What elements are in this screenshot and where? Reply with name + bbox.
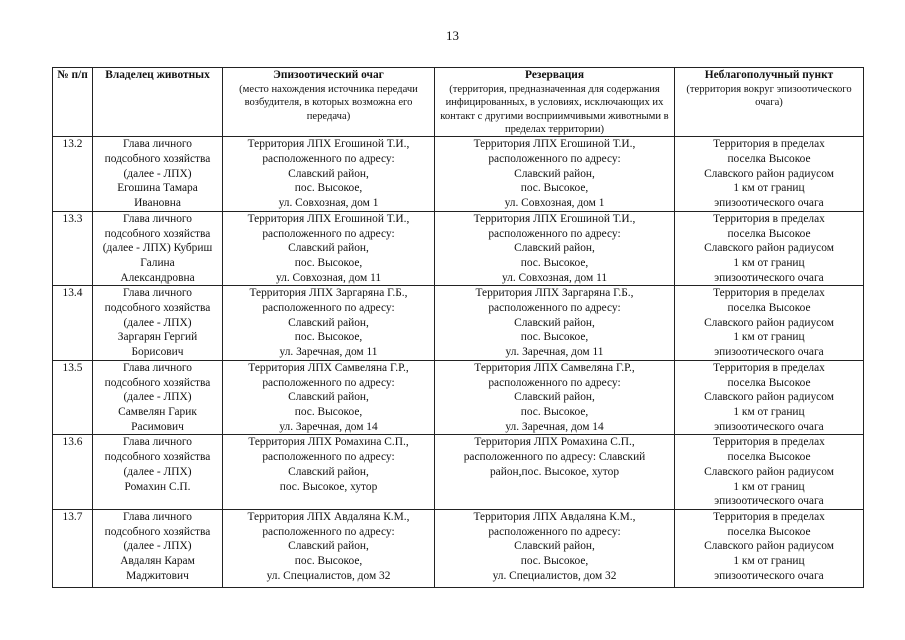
cell-line: поселка Высокое bbox=[727, 153, 811, 166]
cell-line: поселка Высокое bbox=[727, 525, 811, 538]
cell-line: пос. Высокое, bbox=[520, 182, 589, 195]
cell-line: 1 км от границ bbox=[733, 331, 805, 344]
table-header-row bbox=[53, 68, 864, 137]
cell-line: эпизоотического очага bbox=[714, 495, 824, 508]
point-cell bbox=[675, 286, 864, 361]
header-owner bbox=[93, 68, 223, 137]
header-title: Резервация bbox=[525, 69, 584, 81]
cell-line: Глава личного bbox=[123, 436, 192, 449]
cell-line: пос. Высокое, хутор bbox=[279, 480, 378, 493]
row-number: 13.4 bbox=[53, 286, 93, 361]
cell-line: пос. Высокое, bbox=[294, 256, 363, 269]
cell-line: подсобного хозяйства bbox=[104, 451, 211, 464]
cell-line: Славский район, bbox=[514, 391, 595, 404]
table-row bbox=[53, 360, 864, 435]
cell-line: Глава личного bbox=[123, 138, 192, 151]
cell-line: Территория ЛПХ Егошиной Т.И., bbox=[473, 138, 636, 151]
owner-cell bbox=[93, 360, 223, 435]
cell-line: Глава личного bbox=[123, 287, 192, 300]
cell-line: Славский район, bbox=[288, 316, 369, 329]
owner-cell bbox=[93, 286, 223, 361]
cell-line: Глава личного bbox=[123, 361, 192, 374]
cell-line: (далее - ЛПХ) bbox=[123, 465, 192, 478]
cell-line: ул. Заречная, дом 11 bbox=[279, 346, 378, 359]
cell-line: Территория в пределах bbox=[713, 510, 825, 523]
cell-line: Славского район радиусом bbox=[704, 167, 834, 180]
cell-line: Славский район, bbox=[288, 167, 369, 180]
row-number: 13.2 bbox=[53, 137, 93, 212]
cell-line: ул. Заречная, дом 14 bbox=[505, 420, 604, 433]
cell-line: пос. Высокое, bbox=[294, 182, 363, 195]
header-focus bbox=[223, 68, 435, 137]
cell-line: ул. Специалистов, дом 32 bbox=[266, 569, 391, 582]
cell-line: Славского район радиусом bbox=[704, 465, 834, 478]
table-row bbox=[53, 211, 864, 286]
cell-line: Славский район, bbox=[514, 540, 595, 553]
cell-line: расположенного по адресу: bbox=[488, 227, 621, 240]
point-cell bbox=[675, 435, 864, 510]
cell-line: эпизоотического очага bbox=[714, 346, 824, 359]
row-number: 13.7 bbox=[53, 509, 93, 587]
table-row bbox=[53, 137, 864, 212]
focus-cell bbox=[223, 360, 435, 435]
header-subtitle: (территория, предназначенная для содержания инфицированных, в условиях, исключающих их контакт с другими восприимчивыми животными в пределах территории) bbox=[440, 83, 669, 135]
cell-line: 1 км от границ bbox=[733, 480, 805, 493]
cell-line: расположенного по адресу: bbox=[262, 376, 395, 389]
owner-cell bbox=[93, 211, 223, 286]
cell-line: пос. Высокое, bbox=[520, 331, 589, 344]
cell-line: Территория ЛПХ Егошиной Т.И., bbox=[247, 212, 410, 225]
cell-line: 1 км от границ bbox=[733, 182, 805, 195]
cell-line: пос. Высокое, bbox=[520, 405, 589, 418]
focus-cell bbox=[223, 137, 435, 212]
reservation-cell bbox=[435, 435, 675, 510]
focus-cell bbox=[223, 509, 435, 587]
cell-line: Территория ЛПХ Самвеляна Г.Р., bbox=[474, 361, 635, 374]
cell-line: поселка Высокое bbox=[727, 451, 811, 464]
cell-line: поселка Высокое bbox=[727, 376, 811, 389]
focus-cell bbox=[223, 435, 435, 510]
cell-line: Славского район радиусом bbox=[704, 540, 834, 553]
cell-line: Территория в пределах bbox=[713, 212, 825, 225]
cell-line: Славский район, bbox=[288, 242, 369, 255]
reservation-cell bbox=[435, 211, 675, 286]
cell-line: (далее - ЛПХ) bbox=[123, 167, 192, 180]
header-reservation bbox=[435, 68, 675, 137]
cell-line: эпизоотического очага bbox=[714, 271, 824, 284]
header-title: Эпизоотический очаг bbox=[273, 69, 384, 81]
cell-line: Славский район, bbox=[288, 391, 369, 404]
cell-line: ул. Специалистов, дом 32 bbox=[492, 569, 617, 582]
cell-line: ул. Заречная, дом 11 bbox=[505, 346, 604, 359]
cell-line: Территория ЛПХ Егошиной Т.И., bbox=[473, 212, 636, 225]
cell-line: Славского район радиусом bbox=[704, 316, 834, 329]
cell-line: поселка Высокое bbox=[727, 227, 811, 240]
cell-line: Территория ЛПХ Ромахина С.П., bbox=[248, 436, 409, 449]
focus-cell bbox=[223, 286, 435, 361]
row-number: 13.6 bbox=[53, 435, 93, 510]
owner-cell bbox=[93, 137, 223, 212]
cell-line: Территория ЛПХ Заргаряна Г.Б., bbox=[249, 287, 408, 300]
cell-line: район,пос. Высокое, хутор bbox=[489, 465, 620, 478]
cell-line: (далее - ЛПХ) bbox=[123, 316, 192, 329]
header-num bbox=[53, 68, 93, 137]
cell-line: расположенного по адресу: bbox=[488, 525, 621, 538]
row-number: 13.5 bbox=[53, 360, 93, 435]
cell-line: Славский район, bbox=[514, 242, 595, 255]
cell-line: Территория ЛПХ Самвеляна Г.Р., bbox=[248, 361, 409, 374]
cell-line: Территория ЛПХ Ромахина С.П., bbox=[474, 436, 635, 449]
header-title: Неблагополучный пункт bbox=[704, 69, 834, 81]
cell-line: Егошина Тамара bbox=[117, 182, 198, 195]
cell-line: расположенного по адресу: bbox=[262, 153, 395, 166]
cell-line: пос. Высокое, bbox=[294, 331, 363, 344]
cell-line: Славского район радиусом bbox=[704, 242, 834, 255]
cell-line: подсобного хозяйства bbox=[104, 153, 211, 166]
point-cell bbox=[675, 137, 864, 212]
table-row bbox=[53, 509, 864, 587]
point-cell bbox=[675, 509, 864, 587]
table-row bbox=[53, 435, 864, 510]
cell-line: Глава личного bbox=[123, 212, 192, 225]
header-subtitle: (место нахождения источника передачи возбудителя, в которых возможна его передача) bbox=[239, 83, 418, 122]
cell-line: Ивановна bbox=[134, 197, 181, 210]
point-cell bbox=[675, 360, 864, 435]
header-subtitle: (территория вокруг эпизоотического очага) bbox=[686, 83, 852, 109]
reservation-cell bbox=[435, 360, 675, 435]
table-row bbox=[53, 286, 864, 361]
cell-line: расположенного по адресу: bbox=[488, 153, 621, 166]
cell-line: Борисович bbox=[131, 346, 184, 359]
reservation-cell bbox=[435, 286, 675, 361]
cell-line: ул. Совхозная, дом 1 bbox=[278, 197, 379, 210]
cell-line: Территория ЛПХ Егошиной Т.И., bbox=[247, 138, 410, 151]
cell-line: пос. Высокое, bbox=[520, 256, 589, 269]
cell-line: Славский район, bbox=[288, 465, 369, 478]
cell-line: эпизоотического очага bbox=[714, 569, 824, 582]
cell-line: подсобного хозяйства bbox=[104, 302, 211, 315]
row-number: 13.3 bbox=[53, 211, 93, 286]
cell-line: Заргарян Гергий bbox=[117, 331, 198, 344]
cell-line: Территория в пределах bbox=[713, 138, 825, 151]
header-point bbox=[675, 68, 864, 137]
cell-line: расположенного по адресу: bbox=[488, 302, 621, 315]
cell-line: пос. Высокое, bbox=[520, 555, 589, 568]
cell-line: ул. Совхозная, дом 11 bbox=[275, 271, 382, 284]
cell-line: Авдалян Карам bbox=[120, 555, 195, 568]
cell-line: расположенного по адресу: bbox=[488, 376, 621, 389]
cell-line: Территория ЛПХ Заргаряна Г.Б., bbox=[475, 287, 634, 300]
cell-line: Маджитович bbox=[126, 569, 189, 582]
cell-line: Территория в пределах bbox=[713, 436, 825, 449]
cell-line: Славский район, bbox=[514, 316, 595, 329]
cell-line: 1 км от границ bbox=[733, 555, 805, 568]
page-number: 13 bbox=[446, 28, 459, 43]
cell-line: Славский район, bbox=[514, 167, 595, 180]
cell-line: Территория ЛПХ Авдаляна К.М., bbox=[247, 510, 410, 523]
cell-line: расположенного по адресу: bbox=[262, 302, 395, 315]
cell-line: (далее - ЛПХ) Кубриш bbox=[102, 242, 213, 255]
cell-line: 1 км от границ bbox=[733, 256, 805, 269]
cell-line: подсобного хозяйства bbox=[104, 376, 211, 389]
cell-line: расположенного по адресу: Славский bbox=[463, 451, 646, 464]
cell-line: поселка Высокое bbox=[727, 302, 811, 315]
cell-line: Расимович bbox=[131, 420, 184, 433]
cell-line: эпизоотического очага bbox=[714, 420, 824, 433]
cell-line: Территория ЛПХ Авдаляна К.М., bbox=[473, 510, 636, 523]
cell-line: Галина bbox=[140, 256, 175, 269]
cell-line: Самвелян Гарик bbox=[118, 405, 197, 418]
cell-line: (далее - ЛПХ) bbox=[123, 540, 192, 553]
cell-line: расположенного по адресу: bbox=[262, 451, 395, 464]
cell-line: Славского район радиусом bbox=[704, 391, 834, 404]
cell-line: ул. Совхозная, дом 11 bbox=[501, 271, 608, 284]
owner-cell bbox=[93, 509, 223, 587]
reservation-cell bbox=[435, 137, 675, 212]
cell-line: (далее - ЛПХ) bbox=[123, 391, 192, 404]
cell-line: подсобного хозяйства bbox=[104, 525, 211, 538]
point-cell bbox=[675, 211, 864, 286]
header-title: № п/п bbox=[57, 69, 88, 81]
cell-line: Территория в пределах bbox=[713, 287, 825, 300]
cell-line: Глава личного bbox=[123, 510, 192, 523]
table-body bbox=[53, 137, 864, 588]
cell-line: ул. Заречная, дом 14 bbox=[279, 420, 378, 433]
cell-line: 1 км от границ bbox=[733, 405, 805, 418]
cell-line: Территория в пределах bbox=[713, 361, 825, 374]
cell-line: Славский район, bbox=[288, 540, 369, 553]
owner-cell bbox=[93, 435, 223, 510]
header-title: Владелец животных bbox=[105, 69, 210, 81]
cell-line: Александровна bbox=[120, 271, 195, 284]
cell-line: пос. Высокое, bbox=[294, 405, 363, 418]
epizootic-table bbox=[52, 67, 864, 588]
cell-line: расположенного по адресу: bbox=[262, 525, 395, 538]
cell-line: эпизоотического очага bbox=[714, 197, 824, 210]
reservation-cell bbox=[435, 509, 675, 587]
cell-line: пос. Высокое, bbox=[294, 555, 363, 568]
cell-line: ул. Совхозная, дом 1 bbox=[504, 197, 605, 210]
focus-cell bbox=[223, 211, 435, 286]
cell-line: расположенного по адресу: bbox=[262, 227, 395, 240]
cell-line: подсобного хозяйства bbox=[104, 227, 211, 240]
cell-line: Ромахин С.П. bbox=[124, 480, 191, 493]
